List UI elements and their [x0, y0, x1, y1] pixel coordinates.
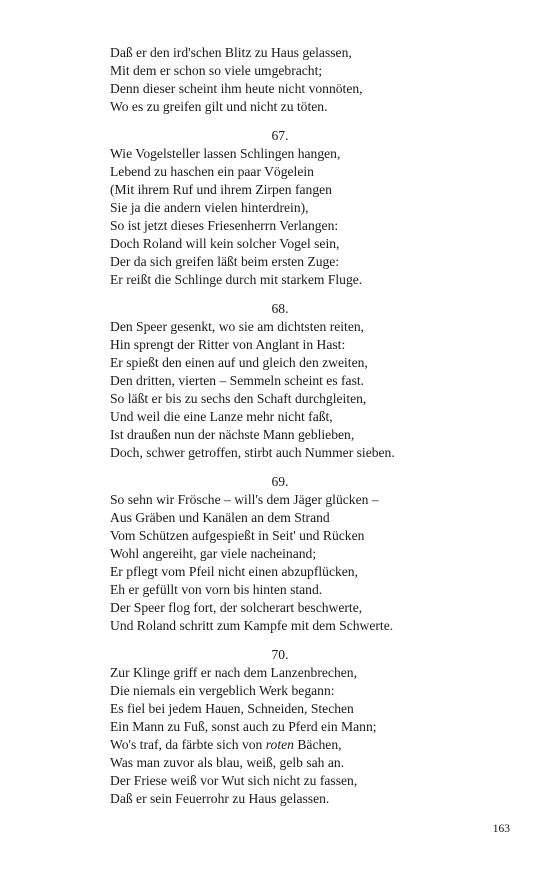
verse-line: Ein Mann zu Fuß, sonst auch zu Pferd ein Mann; — [110, 719, 377, 734]
stanza-66-ending — [110, 44, 450, 116]
verse-line: So ist jetzt dieses Friesenherrn Verlangen: — [110, 218, 339, 233]
page-number: 163 — [492, 823, 510, 835]
verse-line: Und Roland schritt zum Kampfe mit dem Schwerte. — [110, 618, 394, 633]
verse-line: Aus Gräben und Kanälen an dem Strand — [110, 510, 330, 525]
stanza-67 — [110, 127, 450, 289]
verse-line: Und weil die eine Lanze mehr nicht faßt, — [110, 409, 333, 424]
verse-line: Ist draußen nun der nächste Mann geblieben, — [110, 427, 355, 442]
verse-line: Zur Klinge griff er nach dem Lanzenbrechen, — [110, 665, 357, 680]
verse-line: Denn dieser scheint ihm heute nicht vonnöten, — [110, 81, 363, 96]
verse-line: Doch, schwer getroffen, stirbt auch Nummer sieben. — [110, 445, 395, 460]
verse-line: Die niemals ein vergeblich Werk begann: — [110, 683, 335, 698]
italic-word: roten — [265, 737, 294, 752]
stanza-number: 68. — [271, 301, 289, 316]
verse-line: Sie ja die andern vielen hinterdrein), — [110, 200, 309, 215]
verse-line: Daß er den ird'schen Blitz zu Haus gelassen, — [110, 45, 352, 60]
poem-text — [110, 44, 450, 808]
verse-line: Eh er gefüllt von vorn bis hinten stand. — [110, 582, 323, 597]
verse-line: Er reißt die Schlinge durch mit starkem Fluge. — [110, 272, 363, 287]
verse-line: Wo es zu greifen gilt und nicht zu töten. — [110, 99, 328, 114]
verse-line: Er spießt den einen auf und gleich den zweiten, — [110, 355, 368, 370]
verse-line: Doch Roland will kein solcher Vogel sein, — [110, 236, 340, 251]
verse-line: Den Speer gesenkt, wo sie am dichtsten reiten, — [110, 319, 365, 334]
verse-line: Lebend zu haschen ein paar Vögelein — [110, 164, 314, 179]
verse-line: Hin sprengt der Ritter von Anglant in Hast: — [110, 337, 346, 352]
stanza-68 — [110, 300, 450, 462]
stanza-number: 67. — [271, 128, 289, 143]
stanza-69 — [110, 473, 450, 635]
verse-line: Er pflegt vom Pfeil nicht einen abzupflücken, — [110, 564, 359, 579]
verse-line: Der Speer flog fort, der solcherart beschwerte, — [110, 600, 363, 615]
verse-line: Wohl angereiht, gar viele nacheinand; — [110, 546, 317, 561]
verse-line: Der Friese weiß vor Wut sich nicht zu fassen, — [110, 773, 358, 788]
verse-text: Wo's traf, da färbte sich von — [110, 737, 266, 752]
verse-line: Daß er sein Feuerrohr zu Haus gelassen. — [110, 791, 330, 806]
verse-line: Wie Vogelsteller lassen Schlingen hangen, — [110, 146, 341, 161]
verse-line: (Mit ihrem Ruf und ihrem Zirpen fangen — [110, 182, 332, 197]
verse-line: Was man zuvor als blau, weiß, gelb sah an. — [110, 755, 345, 770]
stanza-70 — [110, 646, 450, 808]
stanza-number: 70. — [271, 647, 289, 662]
verse-line: So läßt er bis zu sechs den Schaft durchgleiten, — [110, 391, 367, 406]
verse-line: So sehn wir Frösche – will's dem Jäger glücken – — [110, 492, 379, 507]
verse-line: Es fiel bei jedem Hauen, Schneiden, Stechen — [110, 701, 354, 716]
verse-line: Vom Schützen aufgespießt in Seit' und Rücken — [110, 528, 365, 543]
verse-line: Der da sich greifen läßt beim ersten Zuge: — [110, 254, 340, 269]
verse-line: Mit dem er schon so viele umgebracht; — [110, 63, 323, 78]
verse-text: Bächen, — [293, 737, 342, 752]
verse-line: Den dritten, vierten – Semmeln scheint es fast. — [110, 373, 365, 388]
stanza-number: 69. — [271, 474, 289, 489]
verse-line-with-italic — [110, 736, 450, 754]
